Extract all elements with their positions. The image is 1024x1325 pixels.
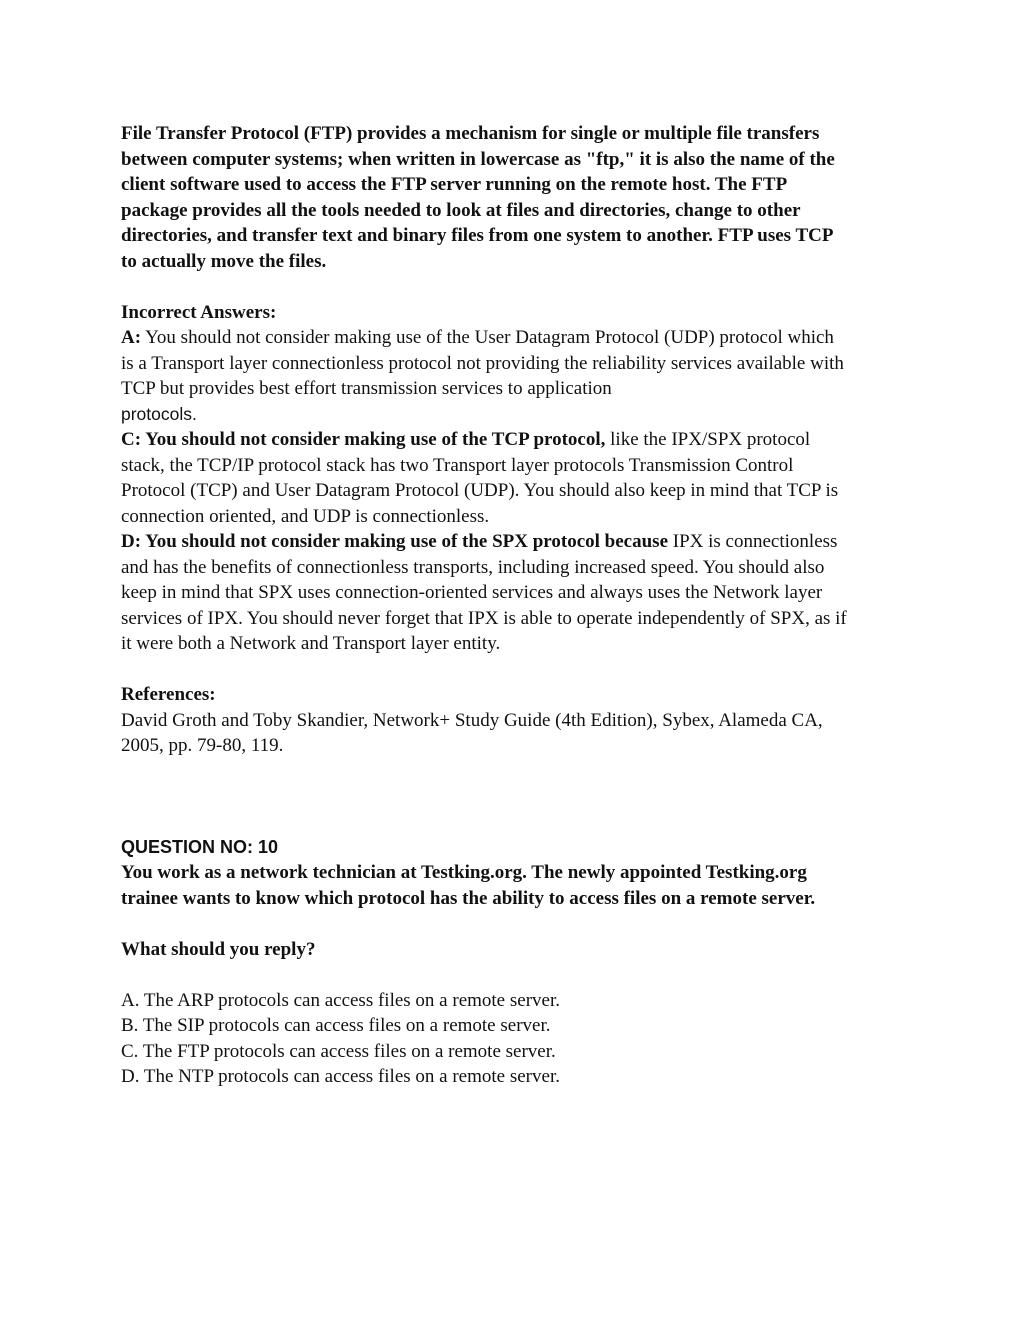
- option-b: B. The SIP protocols can access files on a remote server.: [121, 1015, 551, 1036]
- answer-c-text: like the IPX/SPX protocol stack, the TCP/IP protocol stack has two Transport layer protocols Transmission Control Protocol (TCP) and User Datagram Protocol (UDP). You should also keep in mind that TCP is connection oriented, and UDP is connectionless.: [121, 429, 839, 527]
- option-c: C. The FTP protocols can access files on a remote server.: [121, 1040, 556, 1062]
- intro-paragraph: File Transfer Protocol (FTP) provides a mechanism for single or multiple file transfers between computer systems; when written in lowercase as "ftp," it is also the name of the client software used to access the FTP server running on the remote host. The FTP package provides all the tools needed to look at files and directories, change to other directories, and transfer text and binary files from one system to another. FTP uses TCP to actually move the files.: [121, 123, 835, 272]
- answer-a-tail: protocols.: [121, 403, 197, 424]
- question-prompt: You work as a network technician at Testking.org. The newly appointed Testking.org trainee wants to know which protocol has the ability to access files on a remote server.: [121, 862, 816, 909]
- document-page: [121, 121, 851, 1090]
- option-d: D. The NTP protocols can access files on a remote server.: [121, 1066, 560, 1087]
- answer-d-text: IPX is connectionless and has the benefits of connectionless transports, including increased speed. You should also keep in mind that SPX uses connection-oriented services and always uses the Network layer services of IPX. You should never forget that IPX is able to operate independently of SPX, as if it were both a Network and Transport layer entity.: [121, 531, 847, 654]
- question-heading: QUESTION NO: 10: [121, 836, 279, 857]
- incorrect-answers-heading: Incorrect Answers:: [121, 301, 277, 323]
- references-heading: References:: [121, 684, 216, 705]
- question-ask: What should you reply?: [121, 938, 316, 960]
- answer-d-label: D: You should not consider making use of the SPX protocol because: [121, 531, 669, 552]
- option-a: A. The ARP protocols can access files on a remote server.: [121, 989, 560, 1011]
- answer-a-explanation: [121, 325, 851, 402]
- answer-a-label: A:: [121, 327, 142, 348]
- references-text: David Groth and Toby Skandier, Network+ Study Guide (4th Edition), Sybex, Alameda CA, 2005, pp. 79-80, 119.: [121, 709, 823, 756]
- answer-c-label: C: You should not consider making use of the TCP protocol,: [121, 429, 606, 450]
- answer-c-explanation: [121, 427, 851, 529]
- answer-d-explanation: [121, 529, 851, 657]
- answer-a-text: You should not consider making use of the User Datagram Protocol (UDP) protocol which is a Transport layer connectionless protocol not providing the reliability services available with TCP but provides best effort transmission services to application: [121, 327, 844, 399]
